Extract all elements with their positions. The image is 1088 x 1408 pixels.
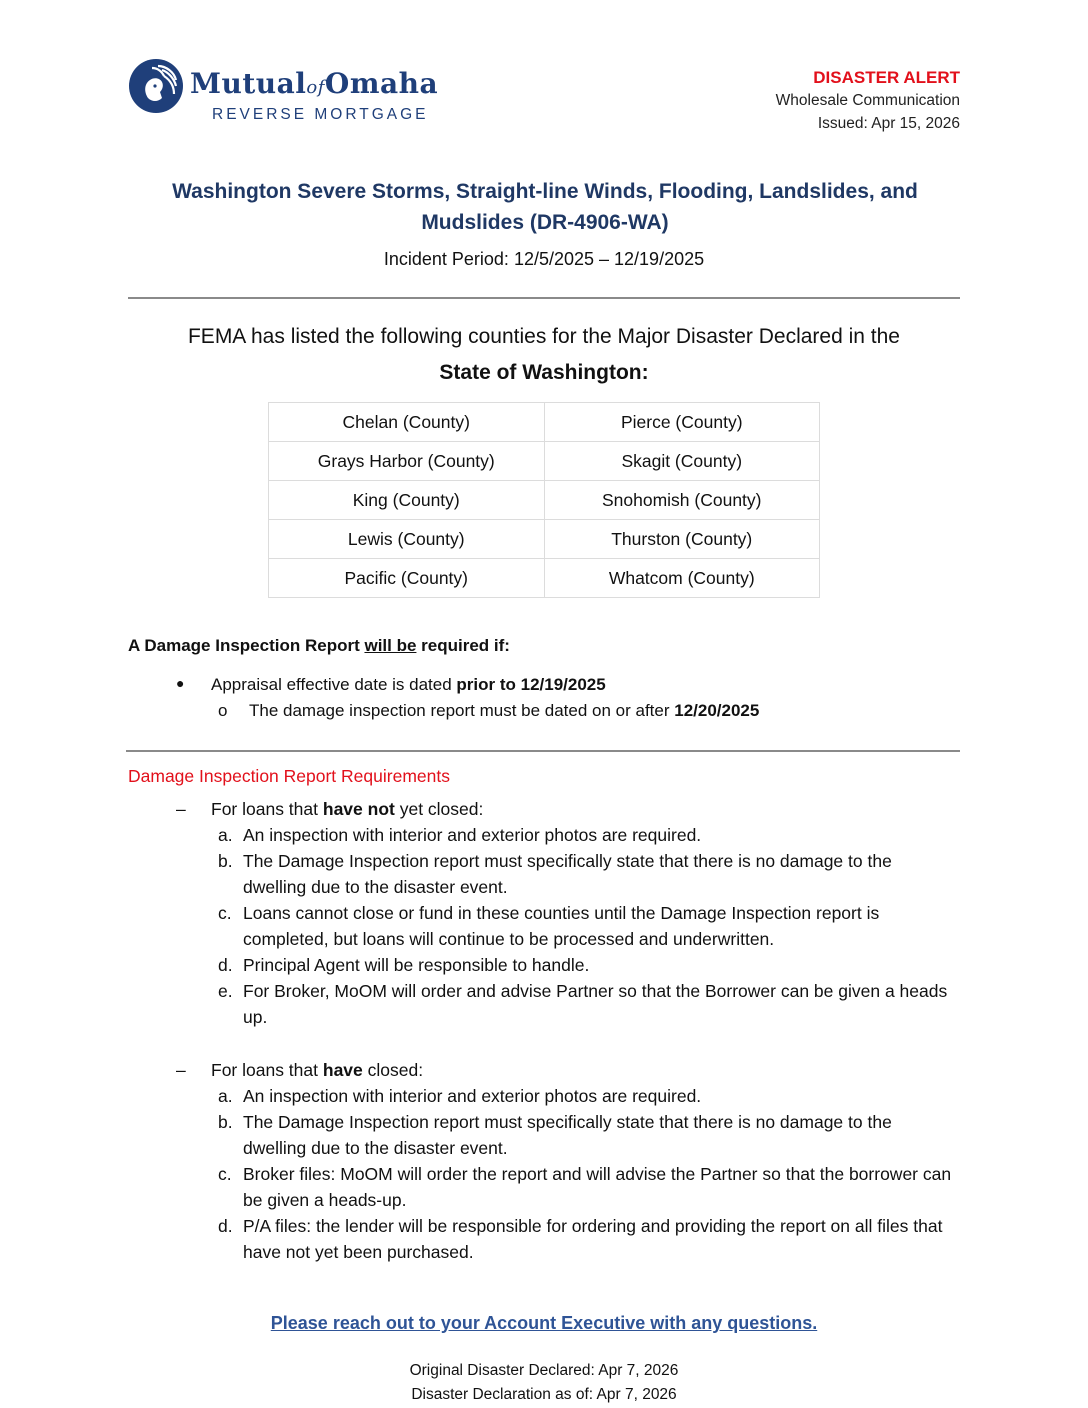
table-row	[269, 403, 820, 442]
text: yet closed:	[394, 799, 484, 819]
requirements-heading: Damage Inspection Report Requirements	[128, 766, 450, 786]
closed-list	[218, 1083, 958, 1265]
dash-icon: –	[176, 799, 186, 819]
sub-bullet-text	[249, 701, 759, 721]
title-line-1: Washington Severe Storms, Straight-line Winds, Flooding, Landslides, and	[172, 180, 918, 203]
lion-head-icon	[128, 58, 184, 114]
item-letter: b.	[218, 1112, 233, 1132]
item-letter: a.	[218, 825, 233, 845]
list-item	[218, 900, 958, 952]
bullet-icon: ●	[176, 675, 185, 691]
list-item	[218, 1161, 958, 1213]
heading-text: A Damage Inspection Report	[128, 636, 365, 655]
list-item	[218, 1213, 958, 1265]
county-cell: Pierce (County)	[544, 403, 820, 442]
heading-underlined: will be	[364, 636, 417, 655]
divider	[128, 297, 960, 299]
disaster-declaration-as-of: Disaster Declaration as of: Apr 7, 2026	[411, 1386, 677, 1403]
list-item	[218, 822, 958, 848]
item-text: The Damage Inspection report must specifically state that there is no damage to the dwelling due to the disaster event.	[243, 1112, 892, 1158]
bold-date: prior to 12/19/2025	[456, 675, 606, 694]
list-item	[218, 952, 958, 978]
text: closed:	[362, 1060, 424, 1080]
logo-wordmark	[190, 67, 439, 100]
table-row	[269, 442, 820, 481]
item-text: Broker files: MoOM will order the report and will advise the Partner so that the borrower can be given a heads-up.	[243, 1164, 952, 1210]
divider	[126, 750, 960, 752]
item-letter: b.	[218, 851, 233, 871]
issued-date: Issued: Apr 15, 2026	[817, 115, 960, 132]
logo-word-mutual: Mutual	[190, 67, 307, 100]
bold-text: have not	[322, 799, 395, 819]
list-item	[218, 1083, 958, 1109]
table-row	[269, 520, 820, 559]
text: For loans that	[211, 1060, 323, 1080]
item-text: P/A files: the lender will be responsible for ordering and providing the report on all files that have not yet been purchased.	[243, 1216, 943, 1262]
company-logo	[128, 58, 438, 128]
original-disaster-declared: Original Disaster Declared: Apr 7, 2026	[409, 1362, 679, 1379]
alert-header	[776, 66, 960, 135]
item-letter: d.	[218, 955, 233, 975]
counties-table	[268, 402, 820, 598]
county-cell: Whatcom (County)	[544, 559, 820, 598]
contact-account-executive-link[interactable]: Please reach out to your Account Executive with any questions.	[270, 1313, 818, 1333]
item-text: For Broker, MoOM will order and advise Partner so that the Borrower can be given a heads up.	[243, 981, 948, 1027]
table-row	[269, 481, 820, 520]
logo-word-of: of	[306, 77, 325, 98]
bold-text: have	[322, 1060, 363, 1080]
document-title	[150, 176, 940, 238]
county-cell: Thurston (County)	[544, 520, 820, 559]
fema-intro-text: FEMA has listed the following counties for the Major Disaster Declared in the	[187, 325, 900, 348]
list-item	[218, 978, 958, 1030]
dash-icon: –	[176, 1060, 186, 1080]
state-name: State of Washington:	[439, 361, 649, 384]
fema-intro	[0, 319, 1088, 391]
list-item	[218, 848, 958, 900]
hollow-bullet-icon: o	[218, 701, 228, 720]
bold-date: 12/20/2025	[674, 701, 760, 720]
item-text: An inspection with interior and exterior photos are required.	[243, 825, 702, 845]
logo-subtitle: REVERSE MORTGAGE	[212, 106, 429, 123]
item-text: The Damage Inspection report must specifically state that there is no damage to the dwelling due to the disaster event.	[243, 851, 892, 897]
heading-text: required if:	[416, 636, 510, 655]
item-letter: a.	[218, 1086, 233, 1106]
requirement-heading	[128, 636, 510, 656]
county-cell: Lewis (County)	[269, 520, 545, 559]
item-letter: d.	[218, 1216, 233, 1236]
item-letter: e.	[218, 981, 233, 1001]
text: For loans that	[211, 799, 323, 819]
logo-word-omaha: Omaha	[324, 67, 439, 100]
text: Appraisal effective date is dated	[211, 675, 457, 694]
bullet-text	[211, 675, 606, 695]
county-cell: Pacific (County)	[269, 559, 545, 598]
disaster-alert-label: DISASTER ALERT	[813, 68, 960, 87]
item-letter: c.	[218, 1164, 232, 1184]
county-cell: King (County)	[269, 481, 545, 520]
title-line-2: Mudslides (DR-4906-WA)	[421, 211, 669, 234]
item-text: Principal Agent will be responsible to handle.	[243, 955, 590, 975]
item-letter: c.	[218, 903, 232, 923]
list-item	[218, 1109, 958, 1161]
communication-type: Wholesale Communication	[775, 92, 960, 109]
section-lead	[211, 1057, 423, 1083]
county-cell: Grays Harbor (County)	[269, 442, 545, 481]
county-cell: Snohomish (County)	[544, 481, 820, 520]
county-cell: Chelan (County)	[269, 403, 545, 442]
text: The damage inspection report must be dated on or after	[249, 701, 675, 720]
section-lead	[211, 796, 483, 822]
table-row	[269, 559, 820, 598]
county-cell: Skagit (County)	[544, 442, 820, 481]
not-closed-list	[218, 822, 958, 1030]
item-text: An inspection with interior and exterior photos are required.	[243, 1086, 702, 1106]
incident-period: Incident Period: 12/5/2025 – 12/19/2025	[383, 249, 705, 269]
item-text: Loans cannot close or fund in these counties until the Damage Inspection report is completed, but loans will continue to be processed and underwritten.	[243, 903, 880, 949]
